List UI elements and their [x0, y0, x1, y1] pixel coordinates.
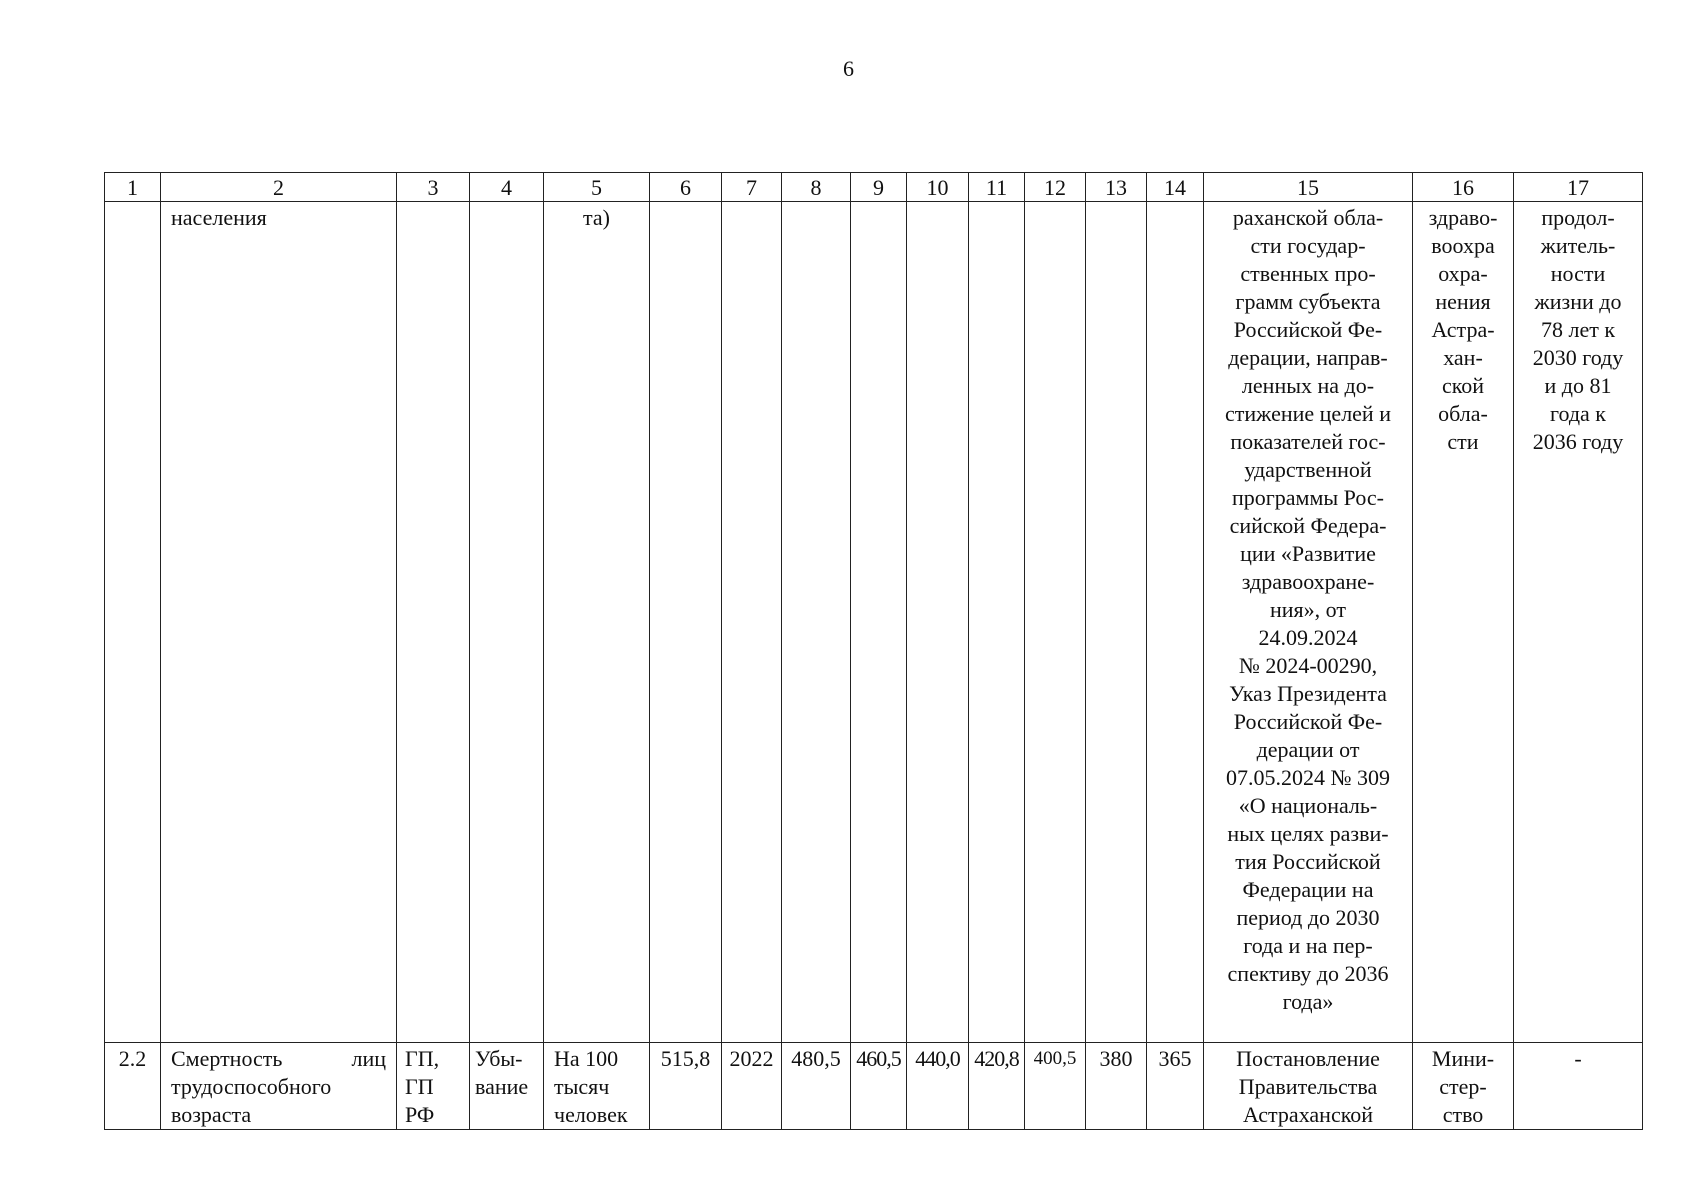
column-header: 15: [1204, 173, 1413, 202]
cell-link: -: [1514, 1043, 1643, 1130]
cell-empty: [105, 202, 161, 1043]
column-header: 4: [470, 173, 544, 202]
indicators-table: [104, 172, 1643, 1130]
cell-trend: Убы- вание: [470, 1043, 544, 1130]
column-header: 8: [782, 173, 851, 202]
column-header: 5: [544, 173, 650, 202]
cell-empty: [969, 202, 1025, 1043]
column-header: 17: [1514, 173, 1643, 202]
column-header: 10: [907, 173, 969, 202]
cell-document: раханской обла- сти государ- ственных про- грамм субъекта Российской Фе- дерации, направ- ленных на до- стижение целей и показателей гос- ударственной программы Рос- сийской Федера- ции «Развитие здравоохране- ния», от 24.09.2024 № 2024-00290, Указ Президента Российской Фе- дерации от 07.05.2024 № 309 «О националь- ных целях разви- тия Российской Федерации на период до 2030 года и на пер- спективу до 2036 года»: [1204, 202, 1413, 1043]
cell-unit: На 100 тысяч человек: [544, 1043, 650, 1130]
column-header: 6: [650, 173, 722, 202]
cell-link: продол- житель- ности жизни до 78 лет к 2030 году и до 81 года к 2036 году: [1514, 202, 1643, 1043]
cell-base-year: 2022: [722, 1043, 782, 1130]
cell-value: 420,8: [969, 1043, 1025, 1130]
cell-responsible: здраво- воохра охра- нения Астра- хан- ской обла- сти: [1413, 202, 1514, 1043]
column-header: 14: [1147, 173, 1204, 202]
page-number: 6: [843, 56, 854, 81]
cell-empty: [1086, 202, 1147, 1043]
cell-empty: [1147, 202, 1204, 1043]
column-header: 13: [1086, 173, 1147, 202]
cell-empty: [907, 202, 969, 1043]
column-header: 16: [1413, 173, 1514, 202]
cell-empty: [1025, 202, 1086, 1043]
cell-responsible: Мини- стер- ство: [1413, 1043, 1514, 1130]
column-header: 3: [397, 173, 470, 202]
cell-row-number: 2.2: [105, 1043, 161, 1130]
cell-empty: [397, 202, 470, 1043]
cell-document: Постановление Правительства Астраханской: [1204, 1043, 1413, 1130]
cell-indicator-name: Смертность лиц трудоспособного возраста: [161, 1043, 397, 1130]
cell-indicator-name: населения: [161, 202, 397, 1043]
table-row: [105, 1043, 1643, 1130]
table-row-continuation: [105, 202, 1643, 1043]
column-header: 7: [722, 173, 782, 202]
cell-empty: [470, 202, 544, 1043]
cell-value: 460,5: [851, 1043, 907, 1130]
cell-empty: [782, 202, 851, 1043]
cell-empty: [650, 202, 722, 1043]
cell-value: 440,0: [907, 1043, 969, 1130]
column-header: 2: [161, 173, 397, 202]
cell-empty: [722, 202, 782, 1043]
column-header: 9: [851, 173, 907, 202]
cell-value: 380: [1086, 1043, 1147, 1130]
column-header-row: [105, 173, 1643, 202]
cell-value: 480,5: [782, 1043, 851, 1130]
column-header: 1: [105, 173, 161, 202]
cell-unit: та): [544, 202, 650, 1043]
cell-value: 365: [1147, 1043, 1204, 1130]
cell-empty: [851, 202, 907, 1043]
column-header: 12: [1025, 173, 1086, 202]
cell-level: ГП, ГП РФ: [397, 1043, 470, 1130]
column-header: 11: [969, 173, 1025, 202]
cell-value: 400,5: [1025, 1043, 1086, 1130]
cell-base-value: 515,8: [650, 1043, 722, 1130]
